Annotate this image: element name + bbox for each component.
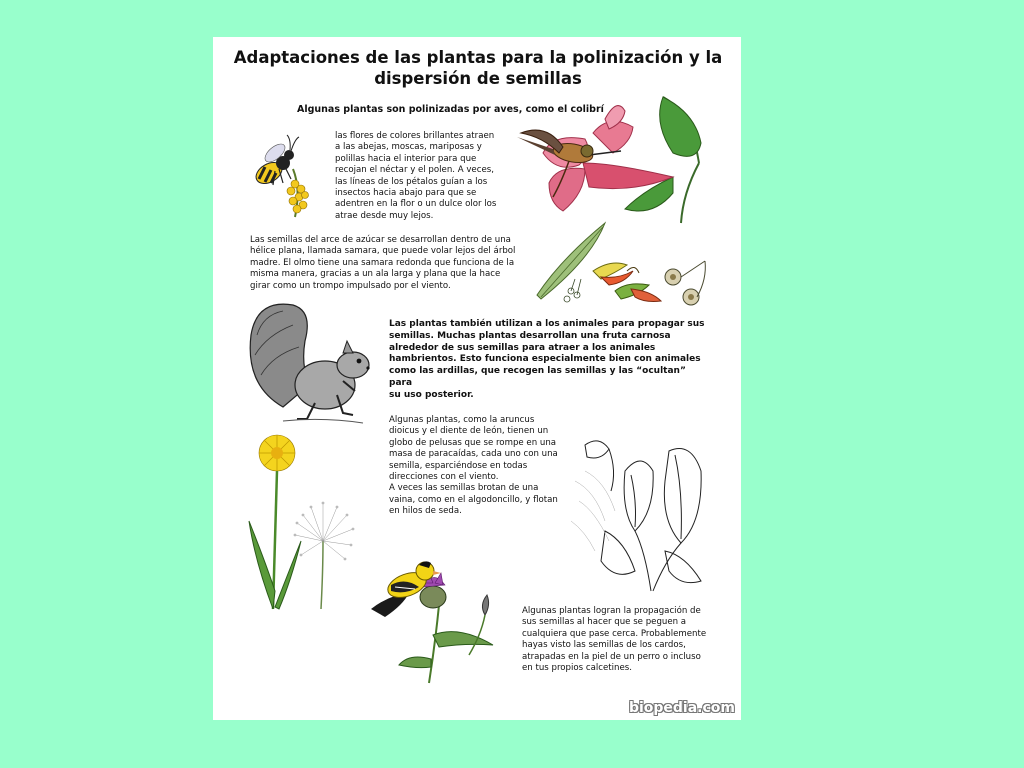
samara-text: Las semillas del arce de azúcar se desarrollan dentro de una hélice plana, llamada samara, que puede volar lejos del árbol madre. El olmo tiene una samara redonda que funciona de la misma manera, gracias a un ala larga y plana que la hace girar como un trompo impulsado por el viento. <box>250 235 516 291</box>
slide-page <box>213 37 741 720</box>
pollination-text: las flores de colores brillantes atraen a las abejas, moscas, mariposas y polillas hacia el interior para que recojan el néctar y el polen. A veces, las líneas de los pétalos guían a los insectos hacia abajo para que se adentren en la flor o un dulce olor los atrae desde muy lejos. <box>335 131 497 221</box>
burrs-text: Algunas plantas logran la propagación de sus semillas al hacer que se peguen a cualquiera que pase cerca. Probablemente hayas visto las semillas de los cardos, atrapadas en la piel de un perro o incluso en tus propios calcetines. <box>522 606 707 674</box>
hummingbird-flower-icon <box>513 93 713 229</box>
squirrel-icon <box>243 295 383 435</box>
samara-seeds-icon <box>531 219 711 307</box>
wind-text: Algunas plantas, como la aruncus dioicus y el diente de león, tienen un globo de pelusas que se rompe en una masa de paracaídas, cada uno con una semilla, esparciéndose en todas direcciones con el viento. A veces las semillas brotan de una vaina, como en el algodoncillo, y flotan en hilos de seda. <box>389 415 558 517</box>
milkweed-pod-icon <box>565 431 715 601</box>
bee-icon <box>243 129 323 219</box>
subtitle: Algunas plantas son polinizadas por aves, como el colibrí <box>297 104 604 115</box>
watermark: biopedia.com <box>628 700 735 716</box>
page-title: Adaptaciones de las plantas para la polinización y la dispersión de semillas <box>233 48 723 88</box>
animals-text: Las plantas también utilizan a los animales para propagar sus semillas. Muchas plantas desarrollan una fruta carnosa alrededor de sus semillas para atraer a los animales hambrientos. Esto funciona especialmente bien con animales como las ardillas, que recogen las semillas y las “ocultan” para su uso posterior. <box>389 319 705 400</box>
dandelion-icon <box>245 431 375 617</box>
goldfinch-thistle-icon <box>369 535 509 685</box>
